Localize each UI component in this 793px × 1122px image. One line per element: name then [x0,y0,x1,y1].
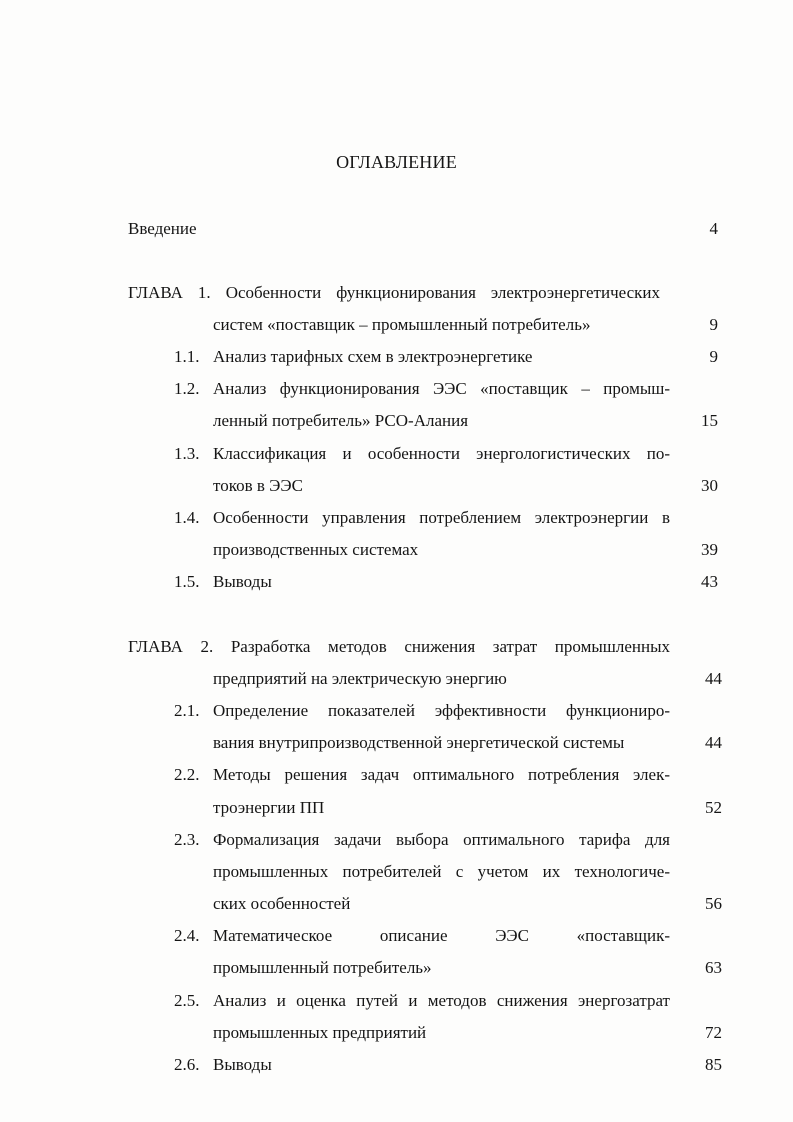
section-page: 44 [705,733,722,752]
section-page: 52 [705,798,722,817]
section-title-line: Классификация и особенности энергологистических по- [213,444,670,463]
section-number: 1.5. [174,572,200,591]
section-page: 9 [709,347,718,366]
section-title-line: Анализ функционирования ЭЭС «поставщик – промыш- [213,379,670,398]
section-number: 2.1. [174,701,200,720]
section-title-line: ленный потребитель» РСО-Алания [213,411,469,430]
section-title-line: промышленный потребитель» [213,958,432,977]
section-title-line: производственных системах [213,540,419,559]
section-title-line: токов в ЭЭС [213,476,303,495]
section-page: 43 [701,572,718,591]
section-title-line: Выводы [213,1055,272,1074]
chapter1-title-line2: систем «поставщик – промышленный потребитель» [213,315,591,334]
section-title-line: Определение показателей эффективности функциониро- [213,701,670,720]
toc-intro-label: Введение [128,219,197,238]
section-page: 72 [705,1023,722,1042]
chapter1-page: 9 [709,315,718,334]
section-title-line: Методы решения задач оптимального потребления элек- [213,765,670,784]
section-title-line: ских особенностей [213,894,351,913]
section-title-line: троэнергии ПП [213,798,325,817]
section-number: 2.4. [174,926,200,945]
section-title-line: Математическое описание ЭЭС «поставщик- [213,926,670,945]
chapter2-page: 44 [705,669,722,688]
section-title-line: Анализ тарифных схем в электроэнергетике [213,347,533,366]
section-page: 15 [701,411,718,430]
section-title-line: Особенности управления потреблением электроэнергии в [213,508,670,527]
section-number: 2.5. [174,991,200,1010]
section-page: 56 [705,894,722,913]
section-title-line: Анализ и оценка путей и методов снижения энергозатрат [213,991,670,1010]
section-number: 2.6. [174,1055,200,1074]
section-number: 2.3. [174,830,200,849]
section-title-line: вания внутрипроизводственной энергетической системы [213,733,625,752]
section-number: 1.1. [174,347,200,366]
chapter1-title-line1: ГЛАВА 1. Особенности функционирования электроэнергетических [128,283,660,302]
page-title: ОГЛАВЛЕНИЕ [336,152,457,172]
section-title-line: Формализация задачи выбора оптимального тарифа для [213,830,670,849]
section-number: 1.3. [174,444,200,463]
section-page: 39 [701,540,718,559]
section-title-line: Выводы [213,572,272,591]
section-number: 1.2. [174,379,200,398]
section-title-line: промышленных предприятий [213,1023,427,1042]
section-page: 63 [705,958,722,977]
toc-intro-page: 4 [709,219,718,238]
section-page: 30 [701,476,718,495]
section-number: 1.4. [174,508,200,527]
chapter2-title-line1: ГЛАВА 2. Разработка методов снижения затрат промышленных [128,637,670,656]
section-page: 85 [705,1055,722,1074]
section-number: 2.2. [174,765,200,784]
chapter2-title-line2: предприятий на электрическую энергию [213,669,507,688]
section-title-line: промышленных потребителей с учетом их технологиче- [213,862,670,881]
